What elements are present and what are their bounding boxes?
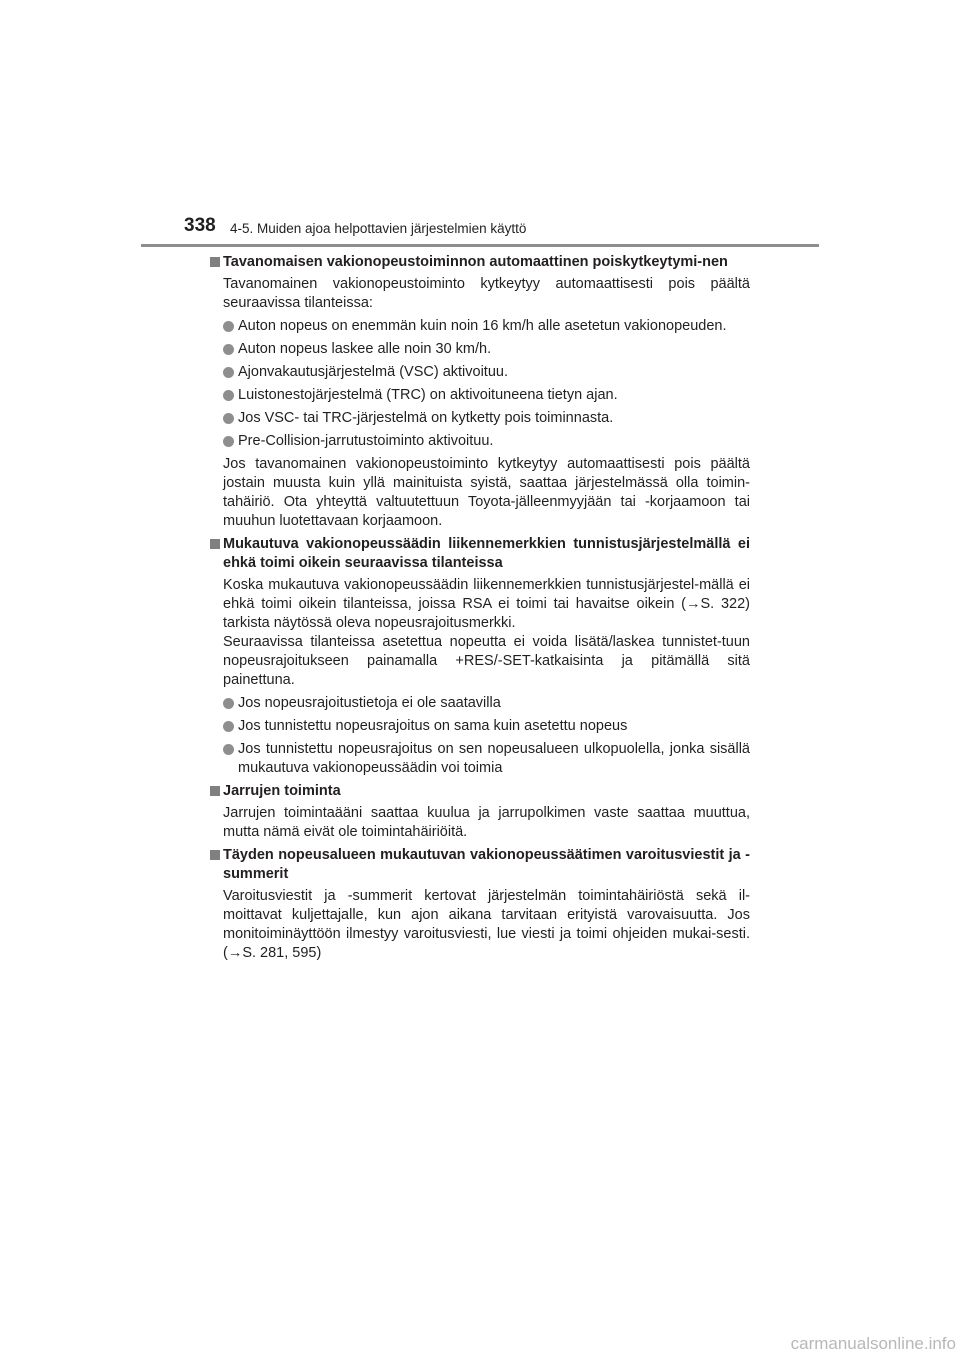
section-heading: [210, 253, 750, 272]
list-item: [210, 409, 750, 428]
page-number: 338: [184, 215, 216, 236]
list-item-text: Auton nopeus on enemmän kuin noin 16 km/h alle asetetun vakionopeuden.: [238, 318, 727, 334]
square-bullet-icon: [210, 786, 220, 796]
round-bullet-icon: [223, 436, 234, 447]
list-item-text: Auton nopeus laskee alle noin 30 km/h.: [238, 341, 492, 357]
round-bullet-icon: [223, 390, 234, 401]
list-item: [210, 432, 750, 451]
section-intro-continued: Seuraavissa tilanteissa asetettua nopeutta ei voida lisätä/laskea tunnistet-tuun nopeusrajoitukseen painamalla +RES/-SET-katkaisinta ja pitämällä sitä painettuna.: [223, 634, 750, 688]
list-item: [210, 694, 750, 713]
list-item: [210, 317, 750, 336]
section-heading-text: Täyden nopeusalueen mukautuvan vakionopeussäätimen varoitusviestit ja -summerit: [223, 847, 750, 882]
list-item-text: Pre-Collision-jarrutustoiminto aktivoituu.: [238, 433, 494, 449]
section-intro: Tavanomainen vakionopeustoiminto kytkeytyy automaattisesti pois päältä seuraavissa tilanteissa:: [223, 276, 750, 311]
round-bullet-icon: [223, 698, 234, 709]
list-item: [210, 340, 750, 359]
section-intro: Varoitusviestit ja -summerit kertovat järjestelmän toimintahäiriöstä sekä il-moittavat kuljettajalle, kun ajon aikana tarvitaan erityistä varovaisuutta. Jos monitoiminäyttöön ilmestyy varoitusviesti, lue viesti ja toimi ohjeiden mukai-sesti. (→S. 281, 595): [223, 888, 750, 961]
round-bullet-icon: [223, 413, 234, 424]
section-outro: Jos tavanomainen vakionopeustoiminto kytkeytyy automaattisesti pois päältä jostain muusta kuin yllä mainituista syistä, saattaa järjestelmässä olla toimin-tahäiriö. Ota yhteyttä valtuutettuun Toyota-jälleenmyyjään tai -korjaamoon tai muuhun luotettavaan korjaamoon.: [223, 456, 750, 529]
section-heading: [210, 846, 750, 884]
section-heading: [210, 535, 750, 573]
list-item: [210, 363, 750, 382]
watermark: carmanualsonline.info: [790, 1334, 956, 1353]
list-item: [210, 717, 750, 736]
square-bullet-icon: [210, 257, 220, 267]
section-heading-text: Jarrujen toiminta: [223, 783, 341, 799]
list-item: [210, 386, 750, 405]
list-item-text: Jos VSC- tai TRC-järjestelmä on kytketty pois toiminnasta.: [238, 410, 614, 426]
section-intro: Koska mukautuva vakionopeussäädin liikennemerkkien tunnistusjärjestel-mällä ei ehkä toimi oikein tilanteissa, joissa RSA ei toimi tai havaitse oikein (→S. 322) tarkista näytössä oleva nopeusrajoitusmerkki.: [223, 577, 750, 631]
list-item-text: Jos tunnistettu nopeusrajoitus on sama kuin asetettu nopeus: [238, 718, 628, 734]
round-bullet-icon: [223, 344, 234, 355]
list-item-text: Ajonvakautusjärjestelmä (VSC) aktivoituu.: [238, 364, 508, 380]
list-item: [210, 740, 750, 778]
round-bullet-icon: [223, 744, 234, 755]
header-divider: [141, 244, 819, 247]
list-item-text: Jos tunnistettu nopeusrajoitus on sen nopeusalueen ulkopuolella, jonka sisällä mukautuva vakionopeussäädin voi toimia: [238, 741, 750, 776]
page-content: [210, 253, 750, 967]
round-bullet-icon: [223, 367, 234, 378]
list-item-text: Luistonestojärjestelmä (TRC) on aktivoituneena tietyn ajan.: [238, 387, 618, 403]
section-heading: [210, 782, 750, 801]
round-bullet-icon: [223, 321, 234, 332]
square-bullet-icon: [210, 850, 220, 860]
round-bullet-icon: [223, 721, 234, 732]
section-intro: Jarrujen toimintaääni saattaa kuulua ja jarrupolkimen vaste saattaa muuttua, mutta nämä eivät ole toimintahäiriöitä.: [223, 805, 750, 840]
list-item-text: Jos nopeusrajoitustietoja ei ole saatavilla: [238, 695, 501, 711]
section-heading-text: Tavanomaisen vakionopeustoiminnon automaattinen poiskytkeytymi-nen: [223, 254, 728, 270]
square-bullet-icon: [210, 539, 220, 549]
section-heading-text: Mukautuva vakionopeussäädin liikennemerkkien tunnistusjärjestelmällä ei ehkä toimi oikein seuraavissa tilanteissa: [223, 536, 750, 571]
chapter-title: 4-5. Muiden ajoa helpottavien järjestelmien käyttö: [230, 221, 527, 236]
